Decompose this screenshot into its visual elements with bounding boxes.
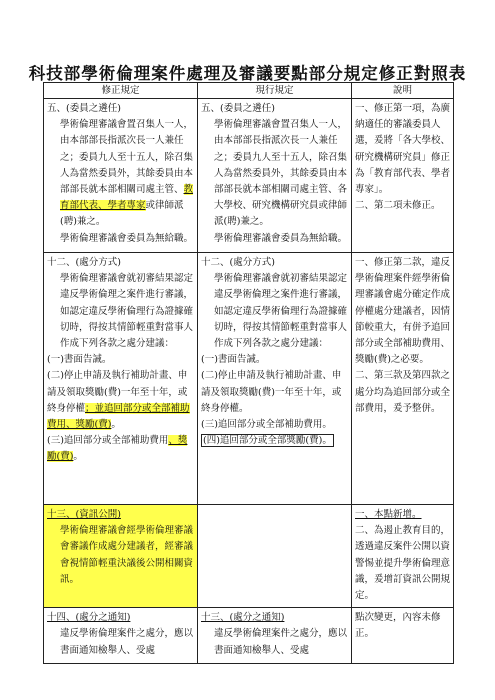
header-notes: 說明 [352,83,454,99]
note-item: 一、修正第一項，為廣納適任的審議委員人選，爰將「各大學校、研究機構研究員」修正為「教育部代表、學者專家」。 [355,103,451,196]
table-row [44,253,454,505]
boxed-text: (四)追回部分或全部獎勵(費)。 [203,435,332,447]
list-item: (三)追回部分或全部補助費用。 [201,419,332,431]
note-item: 二、為遏止教育目的，透過違反案件公開以資警惕並提升學術倫理意識，爰增訂資訊公開規定。 [355,525,451,602]
article-paragraph: 學術倫理審議會置召集人一人，由本部部長指派次長一人兼任之；委員九人至十五人，除召集人為當然委員外，其餘委員由本部部長就本部相關司處主管、各大學校、研究機構研究員或律師派(聘)兼之。 [214,119,348,228]
revised-cell [44,608,198,664]
revised-cell [44,99,198,253]
article-heading: 五、(委員之遴任) [47,103,121,114]
note-item: 點次變更，內容未修正。 [355,612,441,640]
article-heading: 五、(委員之遴任) [201,103,275,114]
article-paragraph: 學術倫理審議會就初審結果認定違反學術倫理之案件進行審議，如認定違反學術倫理行為證據確切時，得按其情節輕重對當事人作成下列各款之處分建議： [214,273,348,350]
table-header-row [44,83,454,99]
article-heading: 十二、(處分方式) [47,257,121,268]
revised-cell [44,253,198,505]
table-row [44,608,454,664]
article-paragraph: 學術倫理審議會置召集人一人，由本部部長指派次長一人兼任之；委員九人至十五人，除召集人為當然委員外，其餘委員由本部部長就本部相關司處主管、教育部代表、學者專家或律師派(聘)兼之。 [60,119,194,228]
list-item: (二)停止申請及執行補助計畫、申請及領取獎勵(費)一年至十年，或終身停權；並追回部分或全部補助費用、獎勵(費)。 [47,370,190,431]
note-item: 一、修正第二款，違反學術倫理案件經學術倫理審議會處分確定作成停權處分建議者，因情節較重大，有併予追回部分或全部補助費用、獎勵(費)之必要。 [355,257,451,366]
notes-cell [352,253,454,505]
notes-cell [352,505,454,608]
list-item: (二)停止申請及執行補助計畫、申請及領取獎勵(費)一年至十年，或終身停權。 [201,370,342,414]
table-row [44,505,454,608]
note-item: 二、第三款及第四款之處分均為追回部分或全部費用，爰予整併。 [355,370,451,414]
list-item: (一)書面告誡。 [201,354,266,366]
article-paragraph: 學術倫理審議會就初審結果認定違反學術倫理之案件進行審議，如認定違反學術倫理行為證據確切時，得按其情節輕重對當事人作成下列各款之處分建議： [60,273,194,350]
current-cell [198,253,352,505]
article-heading: 十二、(處分方式) [201,257,275,268]
comparison-table [43,82,454,664]
highlighted-text: ；並追回部分或全部補助費用、獎勵(費) [47,402,190,431]
article-heading: 十三、(資訊公開) [47,509,121,520]
notes-cell [352,608,454,664]
article-heading: 十四、(處分之通知) [47,612,131,624]
header-revised: 修正規定 [44,83,198,99]
highlighted-text: 、獎勵(費) [47,435,188,463]
article-paragraph: 違反學術倫理案件之處分，應以書面通知檢舉人、受處 [60,628,194,656]
table-row [44,99,454,253]
header-current: 現行規定 [198,83,352,99]
list-item: (三)追回部分或全部補助費用、獎勵(費)。 [47,435,188,463]
list-item [201,433,348,449]
note-item: 一、本點新增。 [355,509,422,520]
page-title: 科技部學術倫理案件處理及審議要點部分規定修正對照表 [28,64,467,83]
article-paragraph: 學術倫理審議會委員為無給職。 [214,232,348,244]
article-paragraph: 學術倫理審議會委員為無給職。 [60,232,194,244]
revised-cell [44,505,198,608]
note-item: 二、第二項未修正。 [355,200,441,212]
article-paragraph: 學術倫理審議會經學術倫理審議會審議作成處分建議者，經審議會視情節輕重決議後公開相關資訊。 [60,525,194,585]
notes-cell [352,99,454,253]
current-cell [198,505,352,608]
current-cell [198,608,352,664]
list-item: (一)書面告誡。 [47,354,112,366]
article-paragraph: 違反學術倫理案件之處分，應以書面通知檢舉人、受處 [214,628,348,656]
highlighted-text: 教育部代表、學者專家 [60,184,194,212]
current-cell [198,99,352,253]
article-heading: 十三、(處分之通知) [201,612,285,624]
